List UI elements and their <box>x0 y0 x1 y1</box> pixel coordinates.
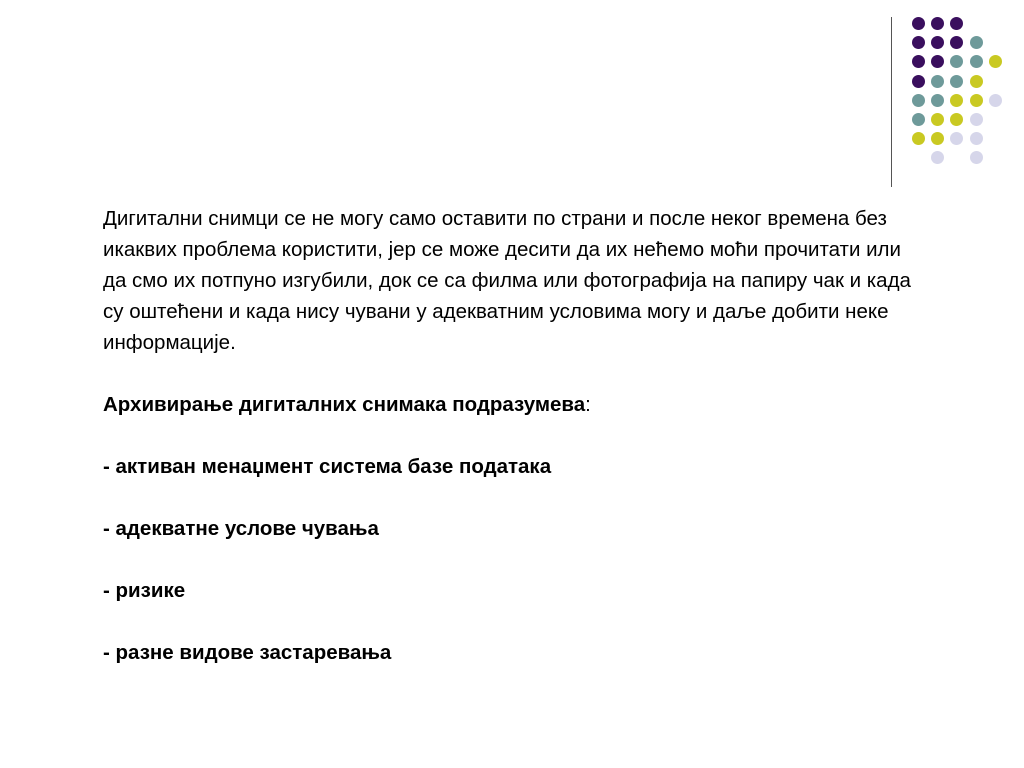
decorative-dot <box>950 75 963 88</box>
bullet-item-database-management: - активан менаџмент система базе података <box>103 455 552 478</box>
decorative-dot <box>912 17 925 30</box>
decorative-dot <box>950 36 963 49</box>
bullet-item-obsolescence: - разне видове застаревања <box>103 641 392 664</box>
decorative-dot <box>931 113 944 126</box>
decorative-dot <box>970 113 983 126</box>
slide-content <box>103 203 923 668</box>
decorative-dot <box>950 132 963 145</box>
decorative-dot <box>912 94 925 107</box>
decorative-dot <box>950 94 963 107</box>
vertical-divider-line <box>891 17 892 187</box>
decorative-dot <box>912 75 925 88</box>
decorative-dot <box>950 17 963 30</box>
decorative-dot <box>912 132 925 145</box>
decorative-dot <box>912 36 925 49</box>
decorative-dot <box>970 151 983 164</box>
decorative-dot <box>970 75 983 88</box>
archiving-heading-text: Архивирање дигиталних снимака подразумева <box>103 393 586 416</box>
decorative-dot <box>970 132 983 145</box>
bullet-item-storage-conditions: - адекватне услове чувања <box>103 517 379 540</box>
decorative-dot <box>931 36 944 49</box>
decorative-dot <box>931 151 944 164</box>
decorative-dot <box>931 55 944 68</box>
decorative-dot <box>912 113 925 126</box>
archiving-heading-colon: : <box>585 393 591 416</box>
body-paragraph: Дигитални снимци се не могу само оставити по страни и после неког времена без икаквих проблема користити, јер се може десити да их нећемо моћи прочитати или да смо их потпуно изгубили, док се са филма или фотографија на папиру чак и када су оштећени и када нису чувани у адекватним условима могу и даље добити неке информације. <box>103 207 911 354</box>
decorative-dot <box>931 17 944 30</box>
decorative-dot <box>970 94 983 107</box>
decorative-dot <box>989 94 1002 107</box>
decorative-dot <box>950 55 963 68</box>
decorative-dot <box>970 55 983 68</box>
bullet-item-risks: - ризике <box>103 579 186 602</box>
decorative-dot-grid <box>0 0 1024 200</box>
decorative-dot <box>912 55 925 68</box>
decorative-dot <box>970 36 983 49</box>
decorative-dot <box>989 55 1002 68</box>
decorative-dot <box>931 132 944 145</box>
archiving-heading <box>103 389 923 420</box>
decorative-dot <box>931 75 944 88</box>
decorative-dot <box>931 94 944 107</box>
decorative-dot <box>950 113 963 126</box>
